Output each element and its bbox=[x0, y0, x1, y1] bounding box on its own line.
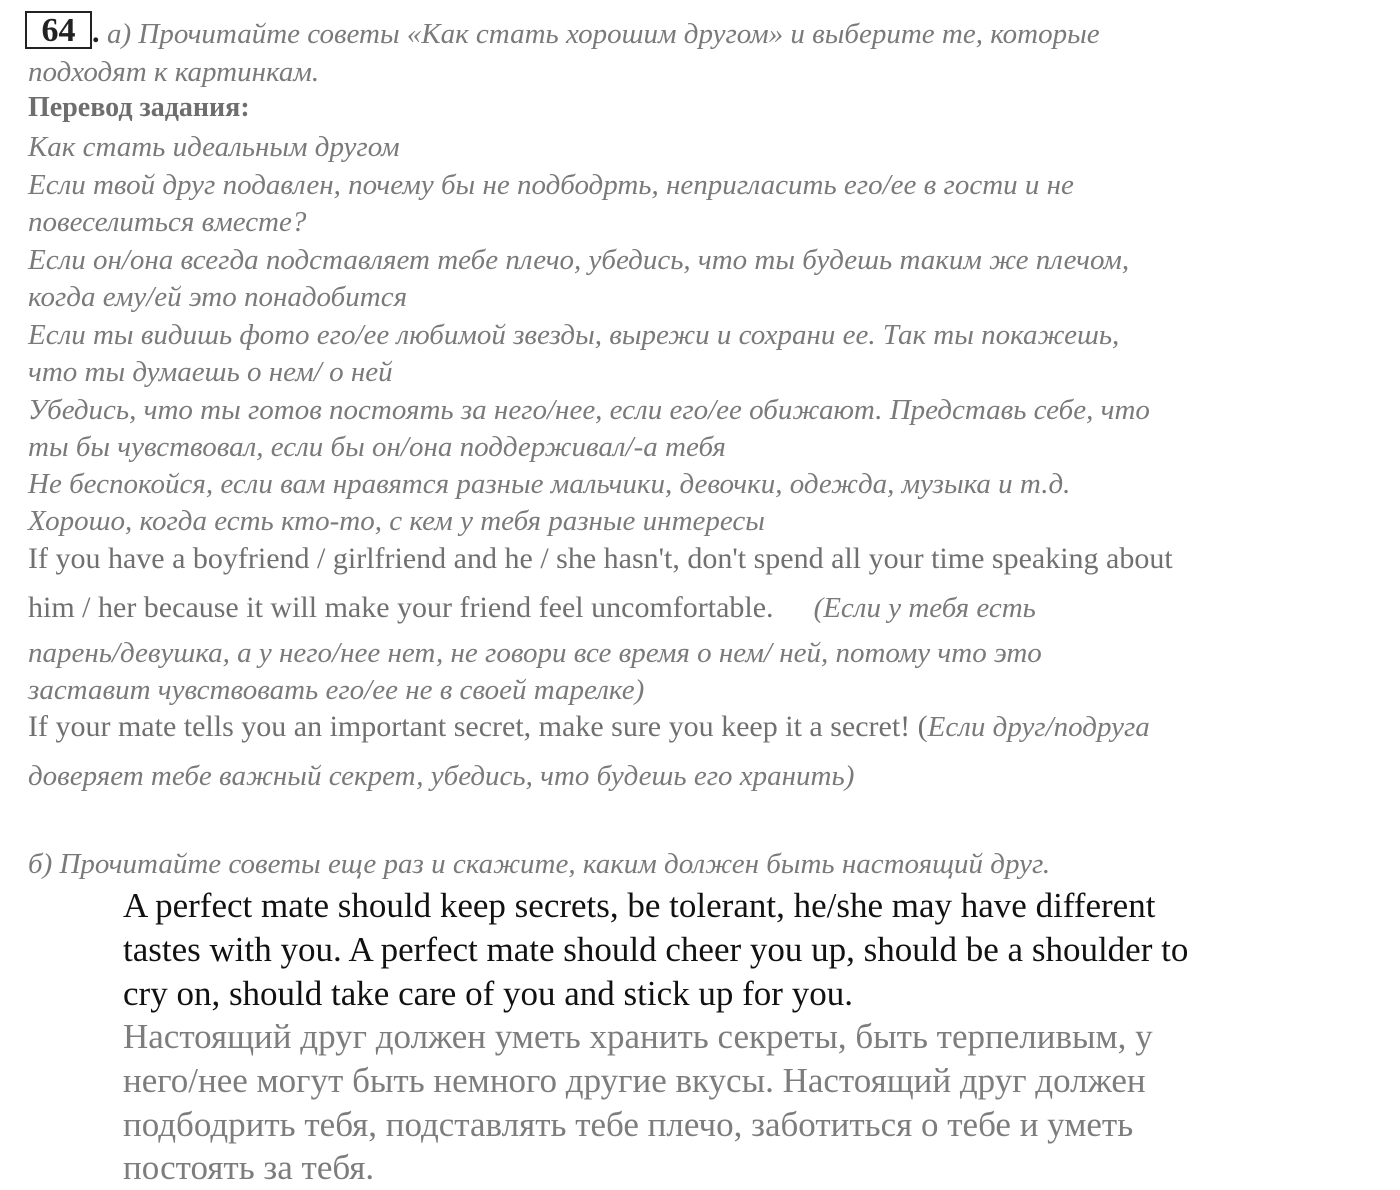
translation-line: Если твой друг подавлен, почему бы не подбодрть, непригласить его/ее в гости и не bbox=[28, 169, 1074, 201]
exercise-number: 64 bbox=[25, 11, 92, 49]
translation-line: Не беспокойся, если вам нравятся разные мальчики, девочки, одежда, музыка и т.д. bbox=[28, 468, 1071, 500]
answer-russian-line: него/нее могут быть немного другие вкусы. Настоящий друг должен bbox=[123, 1061, 1146, 1100]
answer-russian-line: Настоящий друг должен уметь хранить секреты, быть терпеливым, у bbox=[123, 1017, 1153, 1056]
tip2-russian-start: Если друг/подруга bbox=[927, 711, 1150, 743]
task-b-text: б) Прочитайте советы еще раз и скажите, каким должен быть настоящий друг. bbox=[28, 848, 1051, 880]
answer-english-line: A perfect mate should keep secrets, be tolerant, he/she may have different bbox=[123, 886, 1156, 925]
tip2-russian: доверяет тебе важный секрет, убедись, что будешь его хранить) bbox=[28, 760, 855, 792]
answer-russian-line: подбодрить тебя, подставлять тебе плечо, заботиться о тебе и уметь bbox=[123, 1105, 1134, 1144]
translation-line: Если ты видишь фото его/ее любимой звезды, вырежи и сохрани ее. Так ты покажешь, bbox=[28, 319, 1120, 351]
tip1-russian: парень/девушка, а у него/нее нет, не говори все время о нем/ ней, потому что это bbox=[28, 637, 1042, 669]
translation-line: Если он/она всегда подставляет тебе плечо, убедись, что ты будешь таким же плечом, bbox=[28, 244, 1130, 276]
answer-english-line: cry on, should take care of you and stick up for you. bbox=[123, 974, 853, 1013]
exercise-number-dot: . bbox=[92, 16, 100, 49]
translation-heading: Перевод задания: bbox=[28, 92, 250, 123]
tip2-english bbox=[28, 709, 1150, 745]
task-a-text: а) Прочитайте советы «Как стать хорошим другом» и выберите те, которые bbox=[107, 18, 1100, 50]
translation-line: Убедись, что ты готов постоять за него/нее, если его/ее обижают. Представь себе, что bbox=[28, 394, 1150, 426]
tip1-russian-end: заставит чувствовать его/ее не в своей тарелке) bbox=[28, 674, 645, 706]
translation-line: когда ему/ей это понадобится bbox=[28, 281, 408, 313]
task-a-text-cont: подходят к картинкам. bbox=[28, 56, 320, 88]
tip2-english-text: If your mate tells you an important secret, make sure you keep it a secret! ( bbox=[28, 710, 928, 743]
answer-english-line: tastes with you. A perfect mate should cheer you up, should be a shoulder to bbox=[123, 930, 1189, 969]
tip1-russian-start: (Если у тебя есть bbox=[813, 592, 1036, 624]
tip1-english-cont bbox=[28, 590, 1036, 626]
translation-line: что ты думаешь о нем/ о ней bbox=[28, 356, 393, 388]
answer-russian-line: постоять за тебя. bbox=[123, 1148, 375, 1187]
tip1-english-text: him / her because it will make your friend feel uncomfortable. bbox=[28, 591, 774, 624]
translation-line: повеселиться вместе? bbox=[28, 206, 307, 238]
translation-line: Как стать идеальным другом bbox=[28, 131, 400, 163]
translation-line: ты бы чувствовал, если бы он/она поддерживал/-а тебя bbox=[28, 431, 726, 463]
tip1-english: If you have a boyfriend / girlfriend and he / she hasn't, don't spend all your time speaking about bbox=[28, 542, 1173, 575]
translation-line: Хорошо, когда есть кто-то, с кем у тебя разные интересы bbox=[28, 505, 765, 537]
